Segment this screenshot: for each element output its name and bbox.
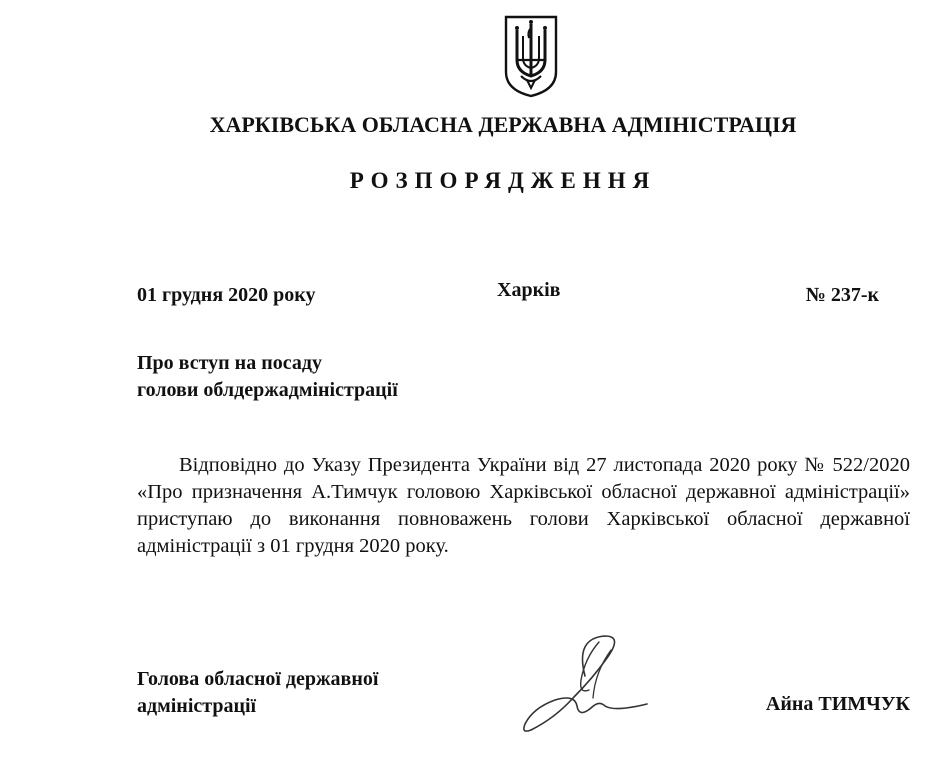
document-type: РОЗПОРЯДЖЕННЯ	[349, 168, 657, 193]
handwritten-signature	[515, 628, 655, 738]
document-body: Відповідно до Указу Президента України від 27 листопада 2020 року № 522/2020 «Про призначення А.Тимчук головою Харківської обласної державної адміністрації» приступаю до виконання повноважень голови Харківської обласної державної адміністрації з 01 грудня 2020 року.	[137, 454, 910, 557]
signatory-title-line: Голова обласної державної	[137, 668, 379, 690]
coat-of-arms-icon	[503, 14, 559, 98]
organization-name: ХАРКІВСЬКА ОБЛАСНА ДЕРЖАВНА АДМІНІСТРАЦІЯ	[209, 112, 797, 137]
subject-line: голови облдержадміністрації	[137, 379, 398, 401]
signer-name: Айна ТИМЧУК	[765, 693, 910, 715]
document-date: 01 грудня 2020 року	[137, 284, 316, 306]
subject-line: Про вступ на посаду	[137, 352, 322, 374]
signatory-title	[137, 666, 378, 720]
document-city: Харків	[497, 279, 561, 301]
document-subject	[137, 350, 398, 404]
document-number: № 237-к	[805, 284, 879, 306]
signatory-title-line: адміністрації	[137, 695, 257, 717]
